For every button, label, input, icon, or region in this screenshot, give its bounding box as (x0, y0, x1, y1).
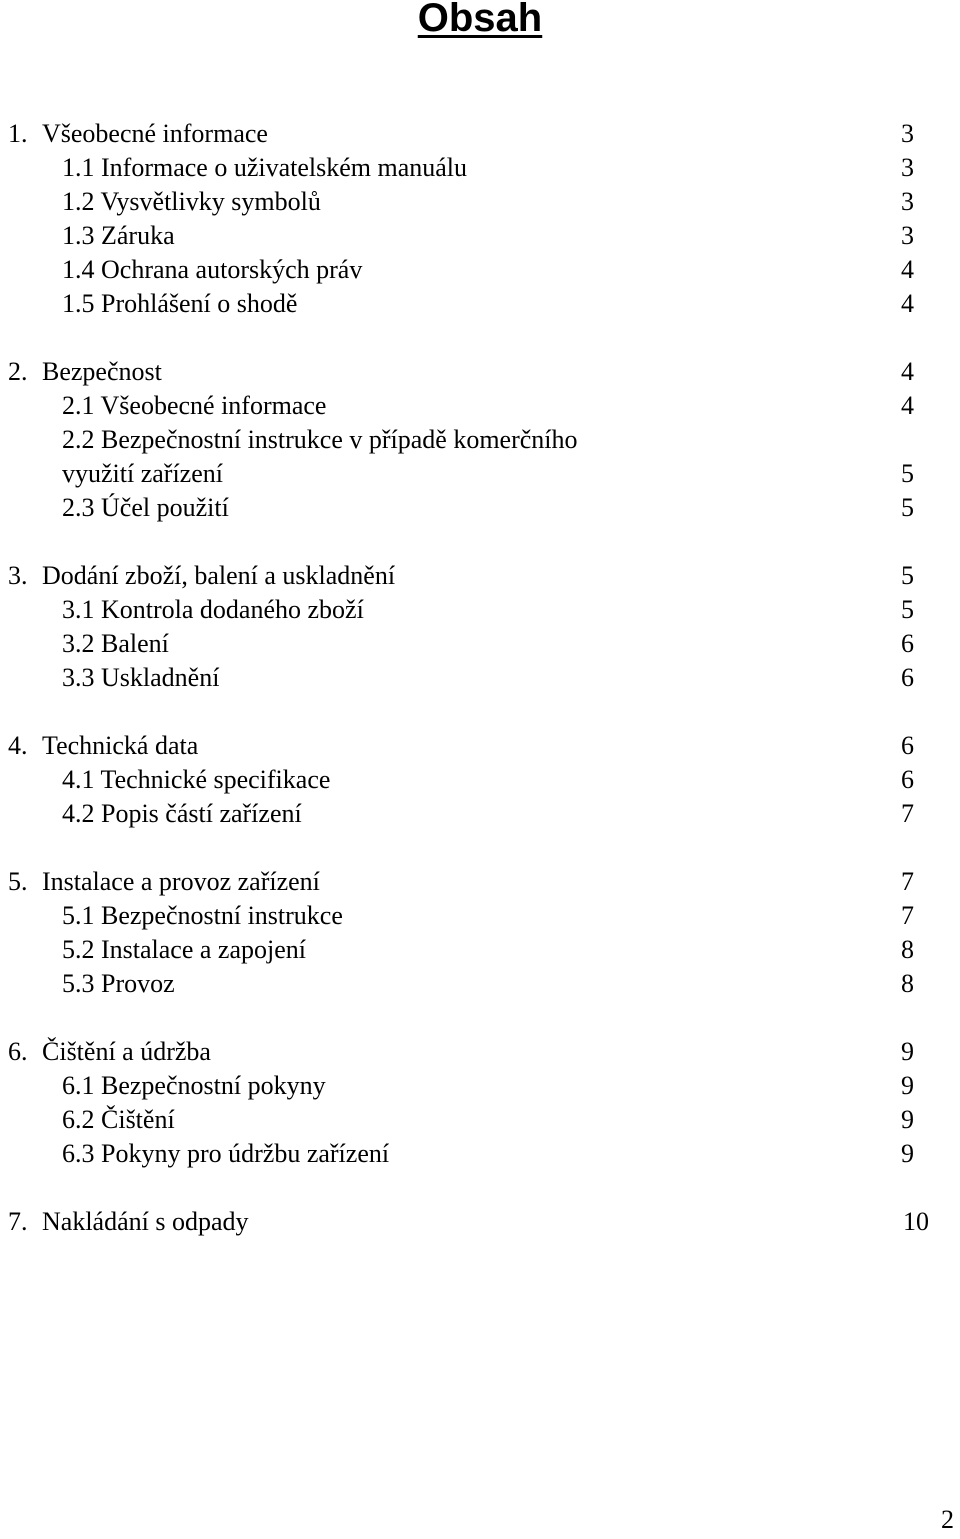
toc-subentry[interactable] (0, 797, 960, 831)
toc-subentry-page: 6 (901, 663, 914, 692)
toc-subentry[interactable] (0, 763, 960, 797)
toc-subentry-label: 2.2 Bezpečnostní instrukce v případě komerčního (62, 425, 578, 454)
toc-subentry[interactable] (0, 219, 960, 253)
toc-subentry-page: 3 (901, 153, 914, 182)
toc-subentry[interactable] (0, 1103, 960, 1137)
toc-subentry[interactable] (0, 287, 960, 321)
toc-entry-label: Čištění a údržba (42, 1037, 211, 1066)
toc-entry-label: Technická data (42, 731, 199, 760)
toc-subentry-page: 4 (901, 289, 914, 318)
toc-subentry-label: 1.5 Prohlášení o shodě (62, 289, 298, 318)
toc-subentry-page: 8 (901, 969, 914, 998)
toc-subentry-page: 6 (901, 765, 914, 794)
toc-subentry-label: 6.2 Čištění (62, 1105, 175, 1134)
toc-section (0, 865, 960, 1001)
toc-entry-label: Nakládání s odpady (42, 1207, 249, 1236)
toc-entry-label: Všeobecné informace (42, 119, 268, 148)
toc-subentry[interactable] (0, 1069, 960, 1103)
toc-subentry-page: 5 (901, 595, 914, 624)
toc-subentry-page: 9 (901, 1105, 914, 1134)
toc-entry-label: Bezpečnost (42, 357, 162, 386)
toc-section (0, 1035, 960, 1171)
toc-subentry[interactable] (0, 967, 960, 1001)
toc-entry-number: 1. (8, 119, 28, 148)
toc-subentry[interactable] (0, 185, 960, 219)
toc-subentry-label: 6.3 Pokyny pro údržbu zařízení (62, 1139, 390, 1168)
toc-entry-number: 6. (8, 1037, 28, 1066)
toc-subentry-label: 5.3 Provoz (62, 969, 175, 998)
toc-subentry-label: 4.1 Technické specifikace (62, 765, 331, 794)
toc-subentry-label: 3.3 Uskladnění (62, 663, 220, 692)
toc-entry-number: 5. (8, 867, 28, 896)
toc-entry-page: 6 (901, 731, 914, 760)
toc-subentry[interactable] (0, 457, 960, 491)
toc-subentry[interactable] (0, 151, 960, 185)
toc-subentry-page: 4 (901, 391, 914, 420)
toc-subentry-page: 7 (901, 799, 914, 828)
toc-section (0, 729, 960, 831)
toc-subentry-label: 1.3 Záruka (62, 221, 175, 250)
toc-section (0, 1205, 960, 1239)
toc-subentry-label: 1.1 Informace o uživatelském manuálu (62, 153, 468, 182)
toc-entry[interactable] (0, 1035, 960, 1069)
toc-subentry-page: 6 (901, 629, 914, 658)
toc-subentry-label: 2.1 Všeobecné informace (62, 391, 327, 420)
toc-subentry-page: 3 (901, 187, 914, 216)
toc-entry-label: Dodání zboží, balení a uskladnění (42, 561, 396, 590)
toc-subentry[interactable] (0, 1137, 960, 1171)
toc-section (0, 117, 960, 321)
toc-entry-number: 3. (8, 561, 28, 590)
toc-entry-page: 9 (901, 1037, 914, 1066)
toc-subentry-label: 3.1 Kontrola dodaného zboží (62, 595, 364, 624)
toc-entry[interactable] (0, 559, 960, 593)
page-number: 2 (941, 1505, 954, 1534)
toc-subentry[interactable] (0, 627, 960, 661)
toc-subentry-label: 2.3 Účel použití (62, 493, 229, 522)
table-of-contents (0, 117, 960, 1273)
toc-entry[interactable] (0, 117, 960, 151)
toc-subentry[interactable] (0, 933, 960, 967)
toc-subentry-label: 1.4 Ochrana autorských práv (62, 255, 363, 284)
toc-subentry-label: 1.2 Vysvětlivky symbolů (62, 187, 321, 216)
toc-section (0, 355, 960, 525)
page-title (0, 0, 960, 40)
toc-subentry[interactable] (0, 491, 960, 525)
toc-entry-page: 7 (901, 867, 914, 896)
toc-subentry-page: 5 (901, 459, 914, 488)
toc-subentry[interactable] (0, 389, 960, 423)
toc-entry[interactable] (0, 355, 960, 389)
toc-section (0, 559, 960, 695)
toc-subentry-label: 3.2 Balení (62, 629, 169, 658)
toc-entry-page: 4 (901, 357, 914, 386)
toc-subentry-label: 5.1 Bezpečnostní instrukce (62, 901, 343, 930)
toc-subentry[interactable] (0, 593, 960, 627)
toc-subentry[interactable] (0, 423, 960, 457)
toc-subentry[interactable] (0, 661, 960, 695)
toc-subentry-label: 6.1 Bezpečnostní pokyny (62, 1071, 326, 1100)
toc-subentry-label: 5.2 Instalace a zapojení (62, 935, 306, 964)
toc-subentry-page: 3 (901, 221, 914, 250)
page-title-text: Obsah (417, 0, 543, 40)
toc-entry-number: 4. (8, 731, 28, 760)
toc-entry-label: Instalace a provoz zařízení (42, 867, 320, 896)
toc-subentry-label: 4.2 Popis částí zařízení (62, 799, 302, 828)
toc-subentry[interactable] (0, 899, 960, 933)
toc-subentry-page: 9 (901, 1139, 914, 1168)
toc-entry-page: 3 (901, 119, 914, 148)
toc-subentry[interactable] (0, 253, 960, 287)
toc-entry-page: 5 (901, 561, 914, 590)
toc-subentry-page: 7 (901, 901, 914, 930)
toc-subentry-page: 5 (901, 493, 914, 522)
toc-subentry-label: využití zařízení (62, 459, 223, 488)
toc-entry-number: 2. (8, 357, 28, 386)
toc-entry-number: 7. (8, 1207, 28, 1236)
toc-subentry-page: 4 (901, 255, 914, 284)
toc-entry[interactable] (0, 865, 960, 899)
toc-entry-page: 10 (903, 1207, 929, 1236)
toc-subentry-page: 9 (901, 1071, 914, 1100)
toc-subentry-page: 8 (901, 935, 914, 964)
toc-entry[interactable] (0, 1205, 960, 1239)
toc-entry[interactable] (0, 729, 960, 763)
